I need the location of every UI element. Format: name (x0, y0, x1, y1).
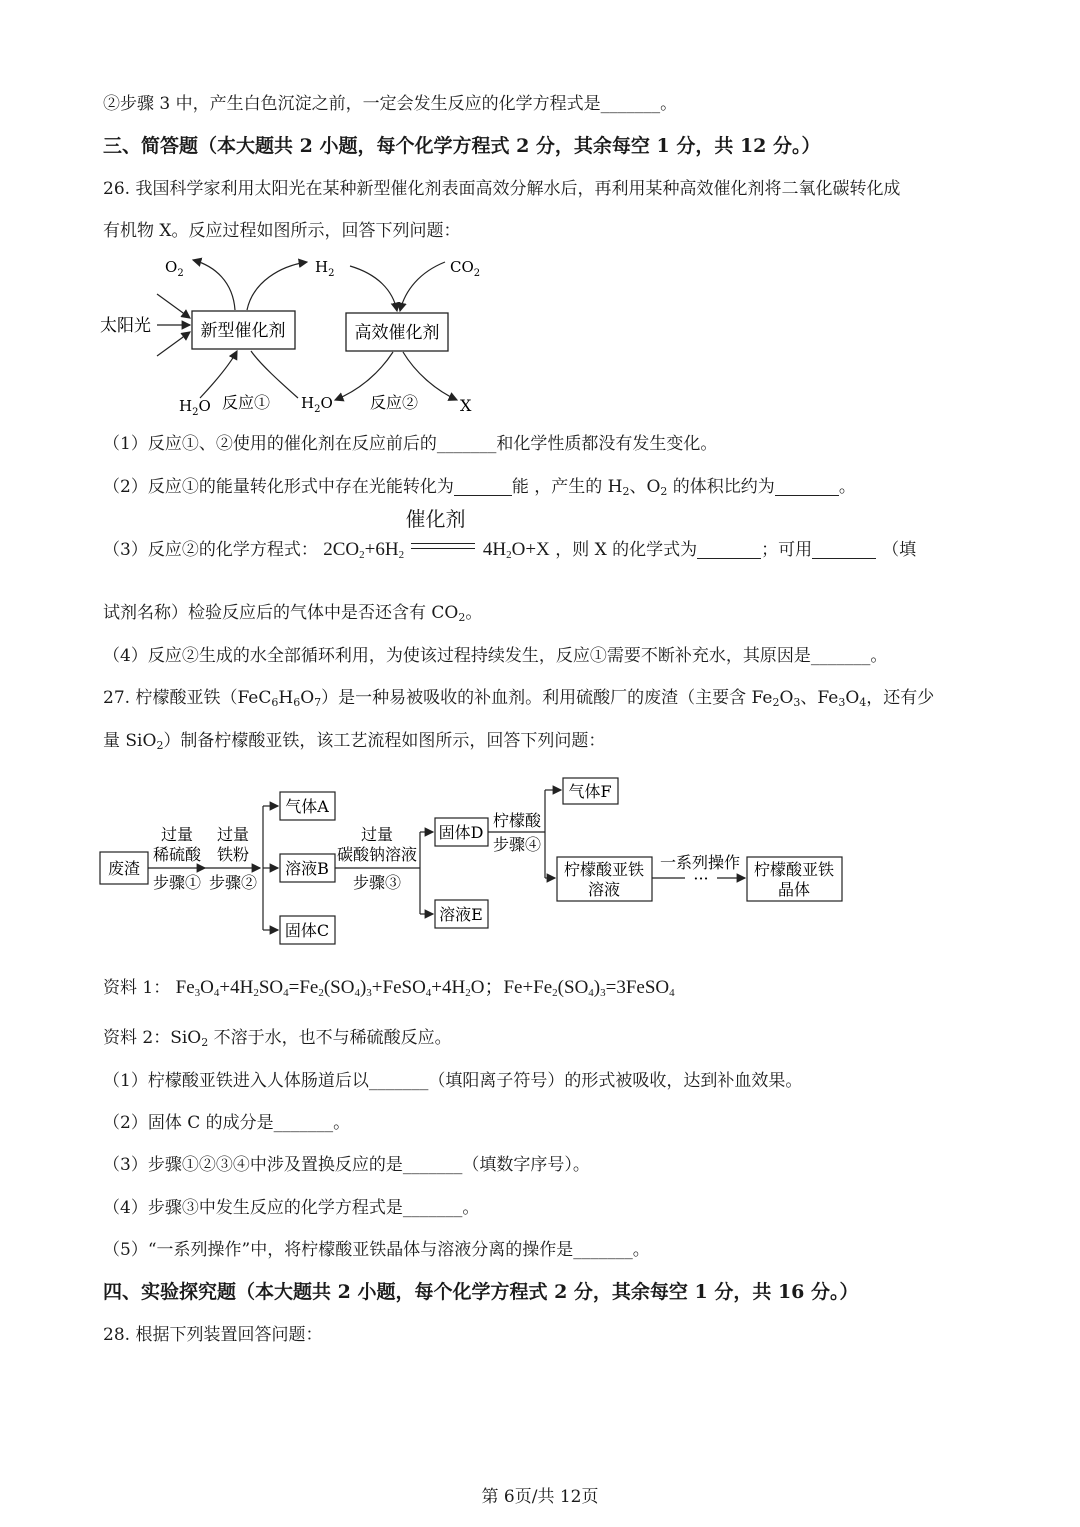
reaction2-equation-right: $4H_2O+X$ (482, 539, 550, 561)
step2-label: 步骤② (208, 873, 258, 892)
gas-a-label: 气体A (285, 797, 329, 816)
efficient-catalyst-label: 高效催化剂 (354, 323, 440, 343)
step4-label: 步骤④ (492, 835, 542, 854)
q27-sub2: （2）固体 C 的成分是_______。 (103, 1113, 351, 1133)
q27-sub5: （5）“一系列操作”中，将柠檬酸亚铁晶体与溶液分离的操作是_______。 (103, 1240, 650, 1260)
solid-d-label: 固体D (438, 823, 484, 842)
sunlight-label: 太阳光 (100, 316, 151, 336)
q26-stem-line2: 有机物 X。反应过程如图所示，回答下列问题： (103, 221, 461, 241)
q26-sub4: （4）反应②生成的水全部循环利用，为使该过程持续发生，反应①需要不断补充水，其原因是_______。 (103, 646, 888, 666)
section-4-heading: 四、实验探究题（本大题共 2 小题，每个化学方程式 2 分，其余每空 1 分，共 16 分。） (103, 1281, 859, 1303)
reference-1-equations: $Fe_3O_4+4H_2SO_4=Fe_2(SO_4)_3+FeSO_4+4H_2O$；$Fe+Fe_2(SO_4)_3=3FeSO_4$ (175, 977, 675, 999)
step3-reagent2: 碳酸钠溶液 (336, 845, 418, 864)
solid-c-label: 固体C (284, 921, 330, 940)
h2-label: $H_2$ (315, 258, 335, 279)
step3-reagent1: 过量 (360, 825, 394, 844)
x-label: X (460, 396, 472, 415)
answer-blank[interactable] (775, 477, 839, 496)
crystal-line1: 柠檬酸亚铁 (753, 860, 835, 879)
series-operation-label: 一系列操作 (659, 853, 741, 872)
reference-2: 资料 2：SiO$_2$ 不溶于水，也不与稀硫酸反应。 (103, 1028, 452, 1049)
step3-label: 步骤③ (352, 873, 402, 892)
new-catalyst-label: 新型催化剂 (200, 321, 286, 341)
step2-reagent2: 铁粉 (216, 845, 250, 864)
step1-reagent2: 稀硫酸 (152, 845, 202, 864)
step1-label: 步骤① (152, 873, 202, 892)
product-solution-line2: 溶液 (587, 880, 621, 899)
q26-sub3-cont: 试剂名称）检验反应后的气体中是否还含有 $CO_2$。 (103, 603, 483, 624)
q27-stem-line2: 量 SiO$_2$）制备柠檬酸亚铁，该工艺流程如图所示，回答下列问题： (103, 731, 606, 752)
q26-sub2: （2）反应①的能量转化形式中存在光能转化为 能 ，产生的 $H_2$、$O_2$ 的体积比约为 。 (103, 477, 856, 498)
q26-stem-line1: 26. 我国科学家利用太阳光在某种新型催化剂表面高效分解水后，再利用某种高效催化剂将二氧化碳转化成 (103, 179, 901, 199)
answer-blank[interactable] (812, 540, 876, 559)
product-solution-line1: 柠檬酸亚铁 (563, 860, 645, 879)
process-flowchart (95, 770, 855, 950)
water-splitting-diagram (95, 252, 495, 420)
reaction1-label: 反应① (222, 393, 271, 412)
step1-reagent1: 过量 (160, 825, 194, 844)
co2-label: $CO_2$ (450, 258, 481, 279)
q28-stem: 28. 根据下列装置回答问题： (103, 1325, 323, 1345)
answer-blank[interactable] (454, 477, 512, 496)
h2o-mid-label: $H_2O$ (301, 394, 333, 415)
gas-f-label: 气体F (568, 782, 612, 801)
answer-blank[interactable] (697, 540, 761, 559)
q27-sub4: （4）步骤③中发生反应的化学方程式是_______。 (103, 1198, 480, 1218)
q26-sub1: （1）反应①、②使用的催化剂在反应前后的_______和化学性质都没有发生变化。 (103, 434, 718, 454)
section-3-heading: 三、简答题（本大题共 2 小题，每个化学方程式 2 分，其余每空 1 分，共 12 分。） (103, 135, 821, 157)
q27-sub1: （1）柠檬酸亚铁进入人体肠道后以_______（填阳离子符号）的形式被吸收，达到补血效果。 (103, 1071, 803, 1091)
step4-reagent: 柠檬酸 (492, 811, 542, 830)
ellipsis: ··· (693, 869, 709, 888)
reference-1: 资料 1： $Fe_3O_4+4H_2SO_4=Fe_2(SO_4)_3+FeSO_4+4H_2O$；$Fe+Fe_2(SO_4)_3=3FeSO_4$ (103, 977, 675, 999)
catalyst-equal-sign: 催化剂 (409, 537, 477, 557)
q27-stem-line1: 27. 柠檬酸亚铁$(FeC_6H_6O_7)$是一种易被吸收的补血剂。利用硫酸厂的废渣（主要含 $Fe_2O_3$、$Fe_3O_4$，还有少 (103, 688, 935, 709)
h2o-left-label: $H_2O$ (179, 397, 211, 418)
step2-reagent1: 过量 (216, 825, 250, 844)
q26-sub3: （3）反应②的化学方程式： $2CO_2+6H_2$ 催化剂 $4H_2O+X$ ，则 X 的化学式为 ；可用 （填 (103, 507, 917, 561)
crystal-line2: 晶体 (777, 880, 811, 899)
q27-sub3: （3）步骤①②③④中涉及置换反应的是_______（填数字序号）。 (103, 1155, 590, 1175)
page-footer: 第 6页/共 12页 (481, 1487, 599, 1507)
q25-step3-question: ②步骤 3 中，产生白色沉淀之前，一定会发生反应的化学方程式是_______。 (103, 94, 678, 114)
solution-e-label: 溶液E (439, 905, 483, 924)
o2-label: $O_2$ (165, 258, 184, 279)
solution-b-label: 溶液B (285, 859, 329, 878)
waste-label: 废渣 (107, 859, 141, 878)
reaction2-label: 反应② (370, 393, 419, 412)
reaction2-equation-left: $2CO_2+6H_2$ (323, 539, 405, 561)
